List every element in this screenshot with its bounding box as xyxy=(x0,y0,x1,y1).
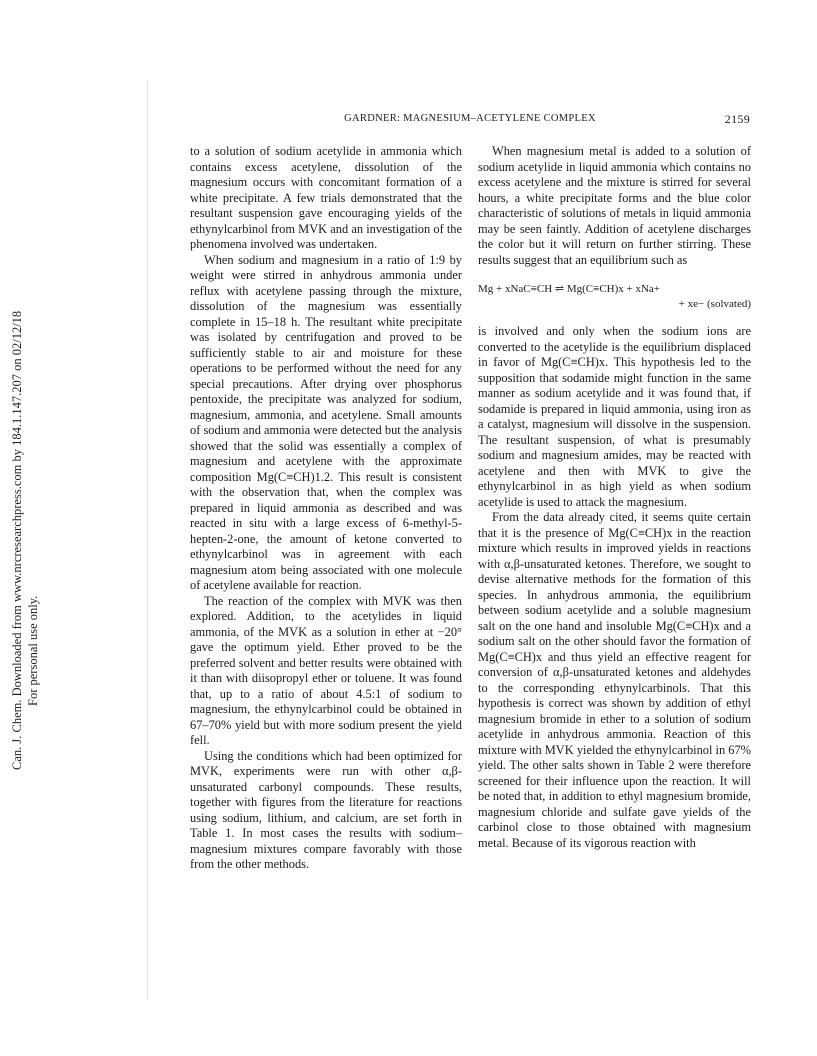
download-watermark xyxy=(8,270,54,770)
page-edge-divider xyxy=(147,80,148,1000)
running-title: GARDNER: MAGNESIUM–ACETYLENE COMPLEX xyxy=(344,113,596,124)
paragraph: Using the conditions which had been optimized for MVK, experiments were run with other α,β-unsaturated carbonyl compounds. These results, together with figures from the literature for reactions using sodium, lithium, and calcium, are set forth in Table 1. In most cases the results with sodium–magnesium mixtures compare favorably with those from the other methods. xyxy=(190,748,462,871)
page-number: 2159 xyxy=(724,112,750,126)
watermark-usage-line: For personal use only. xyxy=(26,595,40,706)
watermark-source-line: Can. J. Chem. Downloaded from www.nrcresearchpress.com by 184.1.147.207 on 02/12/18 xyxy=(10,310,24,770)
paragraph: is involved and only when the sodium ions are converted to the acetylide is the equilibrium displaced in favor of Mg(C≡CH)x. This hypothesis led to the supposition that sodamide might function in the same manner as sodium acetylide and it was found that, if sodamide is prepared in liquid ammonia, using iron as a catalyst, magnesium will dissolve in the suspension. The resultant suspension, of what is presumably sodium and magnesium amides, may be reacted with acetylene and then with MVK to give the ethynylcarbinol in as high yield as when sodium acetylide is used to attack the magnesium. xyxy=(478,324,751,509)
left-column xyxy=(190,144,462,873)
equation-line: Mg + xNaC≡CH ⇌ Mg(C≡CH)x + xNa+ xyxy=(478,283,661,295)
paragraph: The reaction of the complex with MVK was then explored. Addition, to the acetylides in liquid ammonia, of the MVK as a solution in ether at −20° gave the optimum yield. Ether proved to be the preferred solvent and better results were obtained with it than with diisopropyl ether or toluene. It was found that, up to a ratio of about 4.5:1 of sodium to magnesium, the ethynylcarbinol could be obtained in 67–70% yield but with more sodium present the yield fell. xyxy=(190,593,462,747)
running-header xyxy=(190,113,750,129)
paragraph: From the data already cited, it seems quite certain that it is the presence of Mg(C≡CH)x in the reaction mixture which results in improved yields in reactions with α,β-unsaturated ketones. Therefore, we sought to devise alternative methods for the formation of this species. In anhydrous ammonia, the equilibrium between sodium acetylide and a soluble magnesium salt on the one hand and insoluble Mg(C≡CH)x and a sodium salt on the other should favor the formation of Mg(C≡CH)x and thus yield an effective reagent for conversion of α,β-unsaturated ketones and aldehydes to the corresponding ethynylcarbinols. That this hypothesis is correct was shown by addition of ethyl magnesium bromide in ether to a solution of sodium acetylide in anhydrous ammonia. Reaction of this mixture with MVK yielded the ethynylcarbinol in 67% yield. The other salts shown in Table 2 were therefore screened for their influence upon the reaction. It will be noted that, in addition to ethyl magnesium bromide, magnesium chloride and sulfate gave yields of the carbinol close to those obtained with magnesium metal. Because of its vigorous reaction with xyxy=(478,510,751,850)
equilibrium-equation xyxy=(478,282,751,312)
paragraph: When magnesium metal is added to a solution of sodium acetylide in liquid ammonia which contains no excess acetylene and the mixture is stirred for several hours, a white precipitate forms and the blue color characteristic of solutions of metals in liquid ammonia may be seen faintly. Addition of acetylene discharges the color but it will return on further stirring. These results suggest that an equilibrium such as xyxy=(478,144,751,267)
equation-line: + xe− (solvated) xyxy=(678,298,751,310)
paragraph: to a solution of sodium acetylide in ammonia which contains excess acetylene, dissolution of the magnesium occurs with concomitant formation of a white precipitate. A few trials demonstrated that the resultant suspension gave encouraging yields of the ethynylcarbinol from MVK and an investigation of the phenomena involved was undertaken. xyxy=(190,144,462,251)
paragraph: When sodium and magnesium in a ratio of 1:9 by weight were stirred in anhydrous ammonia under reflux with acetylene passing through the mixture, dissolution of the magnesium was essentially complete in 15–18 h. The resultant white precipitate was isolated by centrifugation and proved to be sufficiently stable to air and moisture for these operations to be performed without the need for any special precautions. After drying over phosphorus pentoxide, the precipitate was analyzed for sodium, magnesium, ammonia, and acetylene. Small amounts of sodium and ammonia were detected but the analysis showed that the solid was essentially a complex of magnesium and acetylene with the approximate composition Mg(C≡CH)1.2. This result is consistent with the observation that, when the complex was prepared in liquid ammonia as described and was reacted in situ with a large excess of 6-methyl-5-hepten-2-one, the amount of ketone converted to ethynylcarbinol was in agreement with each magnesium atom being associated with one molecule of acetylene available for reaction. xyxy=(190,252,462,592)
right-column xyxy=(478,144,751,851)
